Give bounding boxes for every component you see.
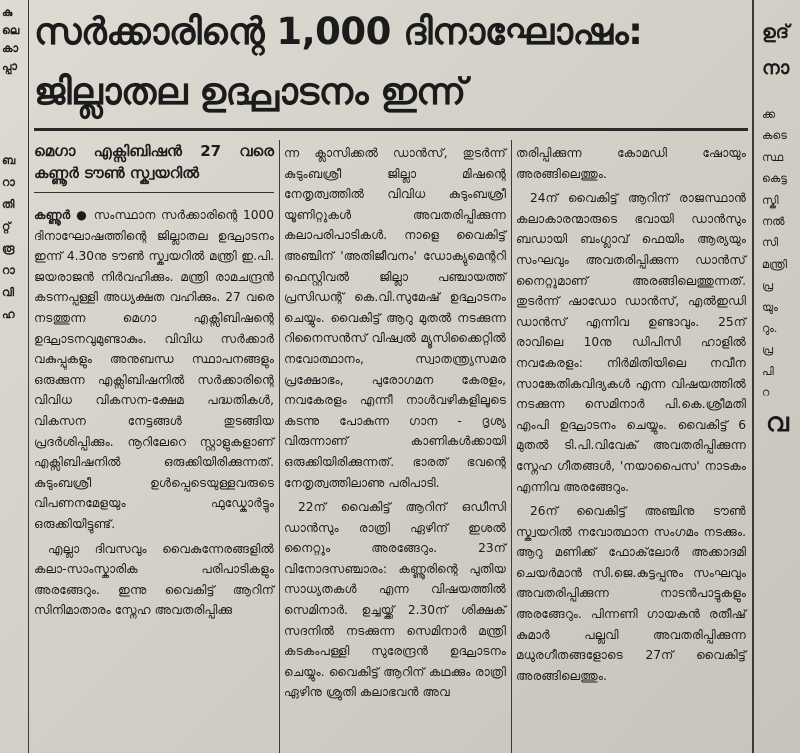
article-column-3 xyxy=(516,143,746,690)
left-edge-mid-text: ബ റാ തി റ്റ് രൂ റാ വി ഹ xyxy=(2,154,16,321)
paragraph: തരിപ്പിക്കുന്ന കോമഡി ഷോയും അരങ്ങിലെത്തും. xyxy=(516,146,746,181)
paragraph: 26ന് വൈകിട്ട് അഞ്ചിനു ടൗൺ സ്ക്വയറിൽ നവോത്ഥാന സംഗമം നടക്കും. ആറു മണിക്ക് ഫോക്‌ലോർ അക്കാദമി ചെയർമാൻ സി.ജെ.കുട്ടപ്പനും സംഘവും അവതരിപ്പിക്കുന്ന നാടൻപാട്ടുകളും അരങ്ങേറും. പിന്നണി ഗായകൻ രതീഷ് കുമാർ പല്ലവി അവതരിപ്പിക്കുന്ന മധുരഗീതങ്ങളോടെ 27ന് വൈകിട്ട് അരങ്ങിലെത്തും. xyxy=(516,504,746,683)
column-divider xyxy=(279,140,280,753)
left-edge-top-text: കു ലെ കാ പ്പാ xyxy=(2,6,20,73)
article-column-2 xyxy=(284,143,506,707)
headline-line-2: ജില്ലാതല ഉദ്ഘാടനം ഇന്ന് xyxy=(34,70,466,113)
right-edge-large-glyph: വ xyxy=(766,408,789,438)
paragraph: 24ന് വൈകിട്ട് ആറിന് രാജസ്ഥാൻ കലാകാരന്മാരുടെ ഭവായി ഡാൻസും ബഡായി ബംഗ്ലാവ് ഫെയിം ആര്യയും സംഘവും അവതരിപ്പിക്കുന്ന ഡാൻസ് നൈറ്റുമാണ് അരങ്ങിലെത്തുന്നത്. തുടർന്ന് ഷാഡോ ഡാൻസ്, എൽഇഡി ഡാൻസ് എന്നിവ ഉണ്ടാവും. 25ന് രാവിലെ 10നു ഡിപിസി ഹാളിൽ നവകേരളം: നിർമിതിയിലെ നവീന സാങ്കേതികവിദ്യകൾ എന്ന വിഷയത്തിൽ നടക്കുന്ന സെമിനാർ പി.കെ.ശ്രീമതി എംപി ഉദ്ഘാടനം ചെയ്യും. വൈകിട്ട് 6 മുതൽ ടി.പി.വിവേക് അവതരിപ്പിക്കുന്ന സ്നേഹ ഗീതങ്ങൾ, 'നയാപൈസ' നാടകം എന്നിവ അരങ്ങേറും. xyxy=(516,191,746,494)
paragraph: 22ന് വൈകിട്ട് ആറിന് ഒഡീസി ഡാൻസും രാത്രി ഏഴിന് ഇശൽ നൈറ്റും അരങ്ങേറും. 23ന് വിനോദസഞ്ചാരം: കണ്ണൂരിന്റെ പുതിയ സാധ്യതകൾ എന്ന വിഷയത്തിൽ സെമിനാർ. ഉച്ചയ്ക്ക് 2.30ന് ശിക്ഷക് സദനിൽ നടക്കുന്ന സെമിനാർ മന്ത്രി കടകംപള്ളി സുരേന്ദ്രൻ ഉദ്ഘാടനം ചെയ്യും. വൈകിട്ട് ആറിന് കഥക്കും രാത്രി ഏഴിനു ശ്രുതി കലാഭവൻ അവ xyxy=(284,500,506,700)
adjacent-article-right-fragment xyxy=(756,0,800,753)
column-divider xyxy=(28,0,29,753)
adjacent-article-left-fragment xyxy=(0,0,26,753)
paragraph-text: സംസ്ഥാന സർക്കാരിന്റെ 1000 ദിനാഘോഷത്തിന്റെ ജില്ലാതല ഉദ്ഘാടനം ഇന്ന് 4.30നു ടൗൺ സ്ക്വയറിൽ മന്ത്രി ഇ.പി. ജയരാജൻ നിർവഹിക്കും. മന്ത്രി രാമചന്ദ്രൻ കടന്നപ്പള്ളി അധ്യക്ഷത വഹിക്കും. 27 വരെ നടത്തുന്ന മെഗാ എക്സിബിഷന്റെ ഉദ്ഘാടനവുമുണ്ടാകും. വിവിധ സർക്കാർ വകുപ്പുകളും അനുബന്ധ സ്ഥാപനങ്ങളും ഒരുക്കുന്ന എക്സിബിഷനിൽ സർക്കാരിന്റെ വിവിധ വികസന-ക്ഷേമ പദ്ധതികൾ, വികസന നേട്ടങ്ങൾ തുടങ്ങിയ പ്രദർശിപ്പിക്കും. നൂറിലേറെ സ്റ്റാളുകളാണ് എക്സിബിഷനിൽ ഒരുക്കിയിരിക്കുന്നത്. കുടുംബശ്രീ ഉൾപ്പെടെയുള്ളവരുടെ വിപണനമേളയും ഫുഡ്കോർട്ടും ഒരുക്കിയിട്ടുണ്ട്. xyxy=(34,208,275,531)
column-divider xyxy=(511,140,512,753)
column-divider xyxy=(752,0,754,753)
right-edge-headline-text: ഉദ് നാ xyxy=(762,21,790,79)
dateline: കണ്ണൂർ ● xyxy=(34,208,89,222)
paragraph xyxy=(34,205,274,535)
headline-rule xyxy=(34,128,748,131)
headline xyxy=(34,2,748,126)
article-column-1 xyxy=(34,140,274,625)
right-edge-body-text: ക്ക കടെ സ്ഥ കെട്ട സ്കി നൽ സി മന്ത്രി പ്ര യും റും. പ്ര പി റ xyxy=(762,108,788,400)
paragraph: എല്ലാ ദിവസവും വൈകുന്നേരങ്ങളിൽ കലാ-സാംസ്കാരിക പരിപാടികളും അരങ്ങേറും. ഇന്നു വൈകിട്ട് ആറിന് സിനിമാതാരം സ്നേഹ അവതരിപ്പിക്കു xyxy=(34,541,274,618)
subheadline: മെഗാ എക്സിബിഷൻ 27 വരെ കണ്ണൂർ ടൗൺ സ്ക്വയറിൽ xyxy=(34,140,274,193)
paragraph: ന്ന ക്ലാസിക്കൽ ഡാൻസ്, തുടർന്ന് കുടുംബശ്രീ ജില്ലാ മിഷന്റെ നേതൃത്വത്തിൽ വിവിധ കുടുംബശ്രീ യൂണിറ്റുകൾ അവതരിപ്പിക്കുന്ന കലാപരിപാടികൾ. നാളെ വൈകിട്ട് അഞ്ചിന് 'അതിജീവനം' ഡോക്യുമെന്ററി ഫെസ്റ്റിവൽ ജില്ലാ പഞ്ചായത്ത് പ്രസിഡന്റ് കെ.വി.സുമേഷ് ഉദ്ഘാടനം ചെയ്യും. വൈകിട്ട് ആറു മുതൽ നടക്കുന്ന റിനൈസൻസ് വിഷ്വൽ മ്യൂസിക്കൈറ്റിൽ നവോത്ഥാനം, സ്വാതന്ത്ര്യസമര പ്രക്ഷോഭം, പുരോഗമന കേരളം, നവകേരളം എന്നീ നാൾവഴികളിലൂടെ കടന്നു പോകുന്ന ഗാന - ദൃശ്യ വിരുന്നാണ് കാണികൾക്കായി ഒരുക്കിയിരിക്കുന്നത്. ഭാരത് ഭവന്റെ നേതൃത്വത്തിലാണു പരിപാടി. xyxy=(284,146,506,490)
headline-line-1: സർക്കാരിന്റെ 1,000 ദിനാഘോഷം: xyxy=(34,10,643,53)
